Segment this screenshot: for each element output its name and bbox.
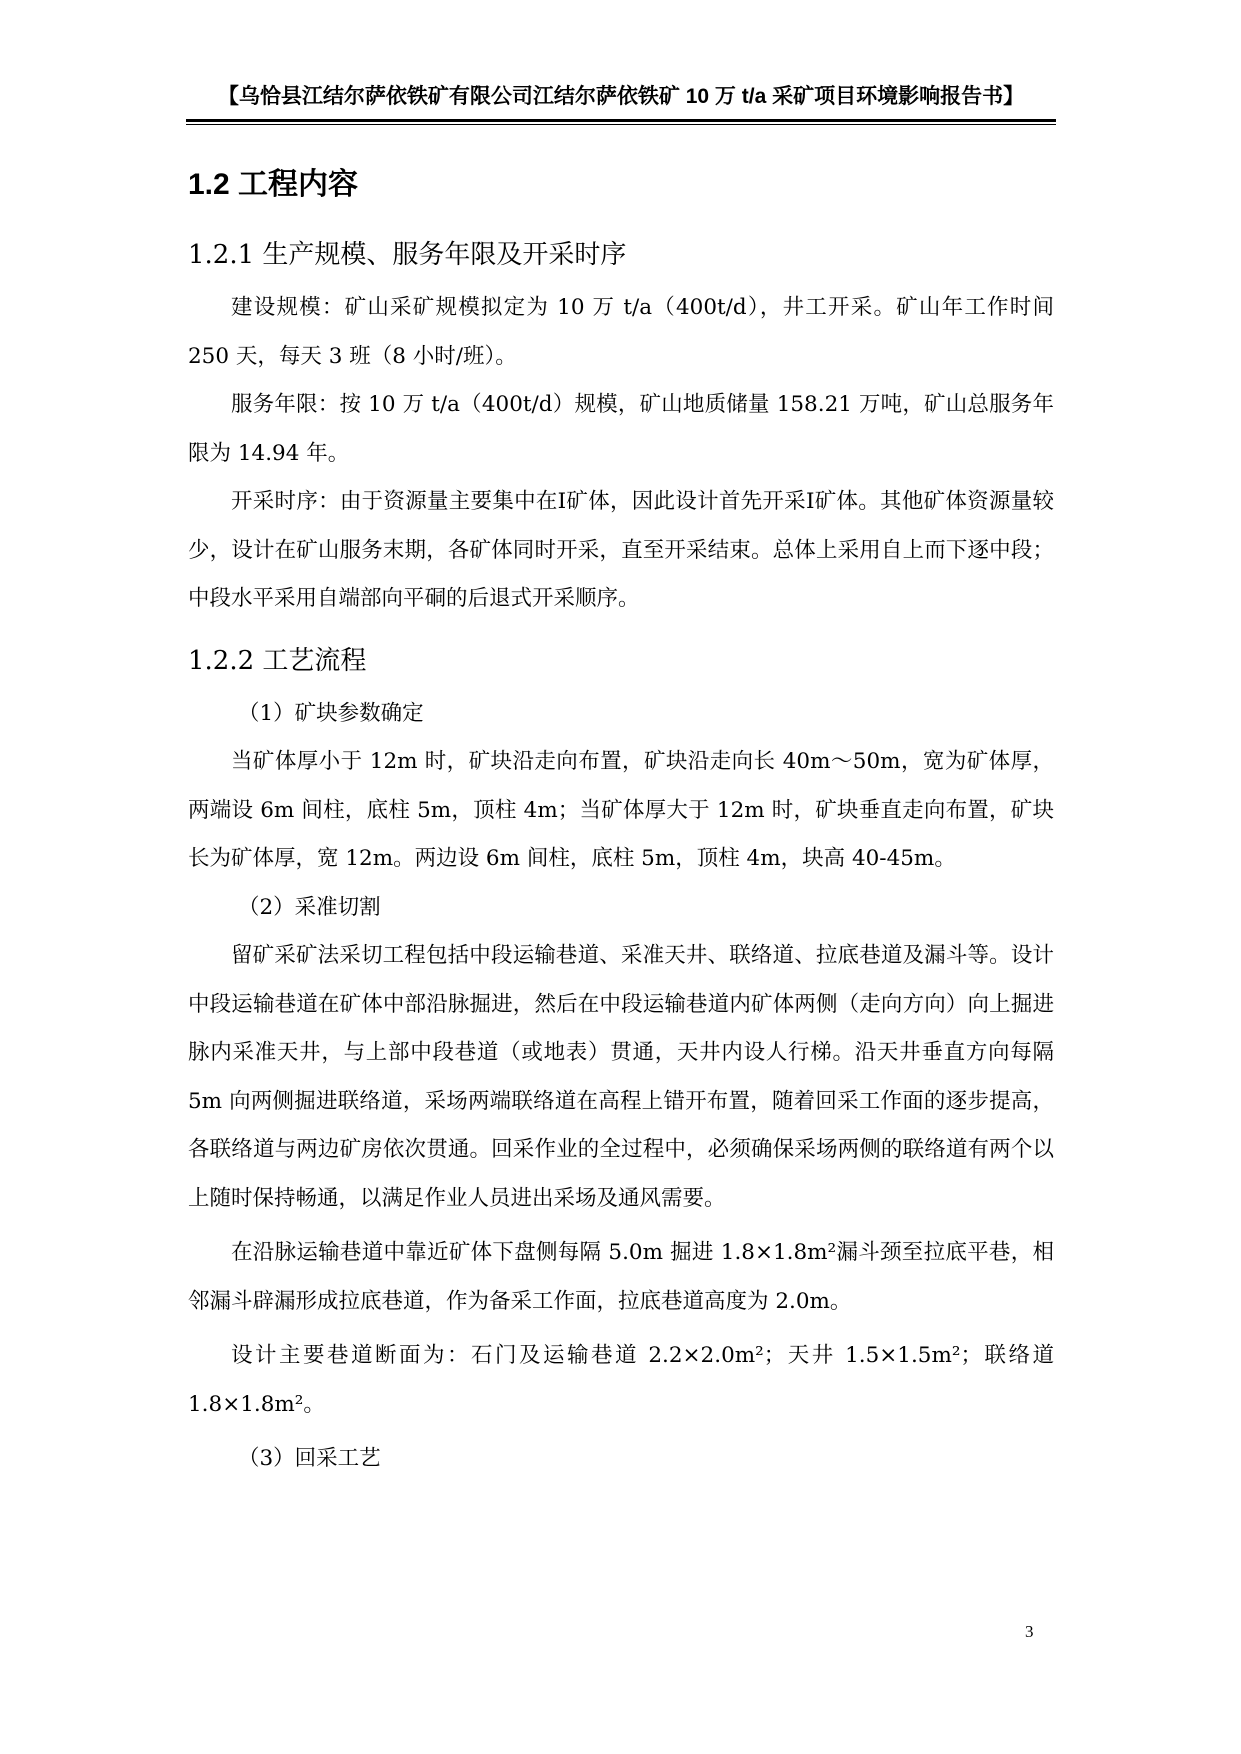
page-number: 3 [1025,1622,1034,1641]
sub-heading: （1）矿块参数确定 [238,700,424,726]
paragraph: 当矿体厚小于 12m 时，矿块沿走向布置，矿块沿走向长 40m～50m，宽为矿体厚，两端设 6m 间柱，底柱 5m，顶柱 4m；当矿体厚大于 12m 时，矿块垂直走向布置，矿块长为矿体厚，宽 12m。两边设 6m 间柱，底柱 5m，顶柱 4m，块高 40-45m。 [188,749,1054,871]
paragraph: 建设规模：矿山采矿规模拟定为 10 万 t/a（400t/d），井工开采。矿山年工作时间 250 天，每天 3 班（8 小时/班）。 [188,295,1054,369]
paragraph: 设计主要巷道断面为：石门及运输巷道 2.2×2.0m²；天井 1.5×1.5m²；联络道 1.8×1.8m²。 [188,1343,1054,1417]
paragraph: 留矿采矿法采切工程包括中段运输巷道、采准天井、联络道、拉底巷道及漏斗等。设计中段运输巷道在矿体中部沿脉掘进，然后在中段运输巷道内矿体两侧（走向方向）向上掘进脉内采准天井，与上部中段巷道（或地表）贯通，天井内设人行梯。沿天井垂直方向每隔 5m 向两侧掘进联络道，采场两端联络道在高程上错开布置，随着回采工作面的逐步提高，各联络道与两边矿房依次贯通。回采作业的全过程中，必须确保采场两侧的联络道有两个以上随时保持畅通，以满足作业人员进出采场及通风需要。 [188,943,1054,1211]
subsection-title: 1.2.2 工艺流程 [188,645,367,676]
header-rule-thin [186,124,1056,125]
paragraph: 开采时序：由于资源量主要集中在Ⅰ矿体，因此设计首先开采Ⅰ矿体。其他矿体资源量较少，设计在矿山服务末期，各矿体同时开采，直至开采结束。总体上采用自上而下逐中段；中段水平采用自端部向平硐的后退式开采顺序。 [188,489,1054,611]
section-title: 1.2 工程内容 [188,168,359,201]
paragraph: 服务年限：按 10 万 t/a（400t/d）规模，矿山地质储量 158.21 万吨，矿山总服务年限为 14.94 年。 [188,392,1054,466]
sub-heading: （2）采准切割 [238,894,381,920]
subsection-title: 1.2.1 生产规模、服务年限及开采时序 [188,240,627,270]
running-header: 【乌恰县江结尔萨依铁矿有限公司江结尔萨依铁矿 10 万 t/a 采矿项目环境影响报告书】 [217,85,1025,108]
paragraph: 在沿脉运输巷道中靠近矿体下盘侧每隔 5.0m 掘进 1.8×1.8m²漏斗颈至拉底平巷，相邻漏斗辟漏形成拉底巷道，作为备采工作面，拉底巷道高度为 2.0m。 [188,1240,1054,1314]
sub-heading: （3）回采工艺 [238,1446,381,1471]
document-body [188,152,1054,1484]
header-rule-thick [186,119,1056,122]
